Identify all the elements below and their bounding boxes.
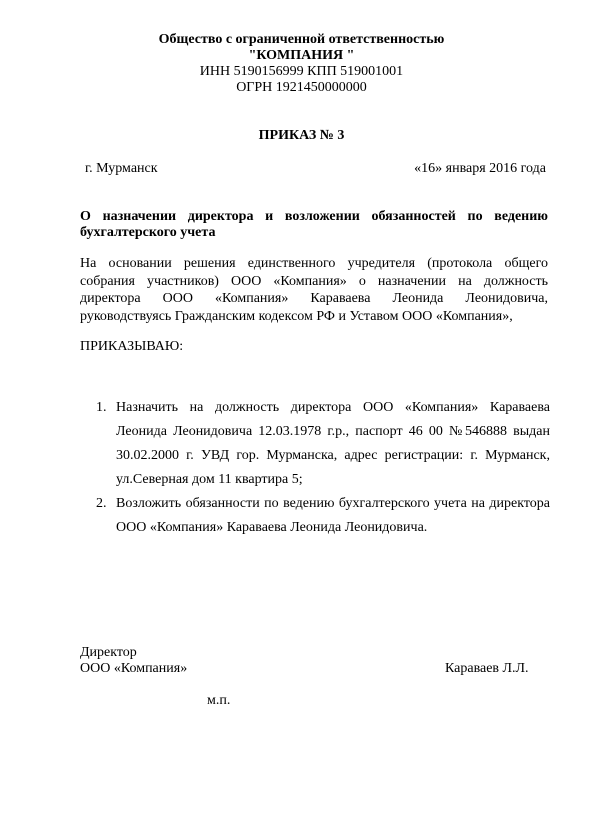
- org-name: Общество с ограниченной ответственностью: [158, 32, 445, 47]
- order-date: «16» января 2016 года: [414, 161, 546, 176]
- ogrn: ОГРН 1921450000000: [236, 80, 367, 95]
- order-command: ПРИКАЗЫВАЮ:: [80, 339, 184, 354]
- order-items: [96, 396, 550, 540]
- order-item-text: Назначить на должность директора ООО «Компания» Караваева Леонида Леонидовича 12.03.1978 г.р., паспорт 46 00 №546888 выдан 30.02.2000 г. УВД гор. Мурманска, адрес регистрации: г. Мурманск, ул.Северная дом 11 квартира 5;: [116, 400, 550, 487]
- signature-company: ООО «Компания»: [80, 661, 188, 676]
- inn-kpp: ИНН 5190156999 КПП 519001001: [199, 64, 404, 79]
- order-subject: О назначении директора и возложении обязанностей по ведению бухгалтерского учета: [80, 209, 548, 240]
- signature-position: Директор: [80, 645, 137, 660]
- order-item-number: 1.: [96, 400, 107, 415]
- stamp-place: м.п.: [207, 693, 231, 708]
- company-name: "КОМПАНИЯ ": [248, 48, 355, 63]
- order-city: г. Мурманск: [85, 161, 158, 176]
- order-item-text: Возложить обязанности по ведению бухгалтерского учета на директора ООО «Компания» Караваева Леонида Леонидовича.: [116, 496, 550, 535]
- order-title: ПРИКАЗ № 3: [258, 128, 345, 143]
- order-item: [96, 492, 550, 540]
- order-item: [96, 396, 550, 492]
- signature-name: Караваев Л.Л.: [445, 661, 529, 676]
- order-item-number: 2.: [96, 496, 107, 511]
- order-basis: На основании решения единственного учредителя (протокола общего собрания участников) ООО «Компания» о назначении на должность директора ООО «Компания» Караваева Леонида Леонидовича, руководствуясь Гражданским кодексом РФ и Уставом ООО «Компания»,: [80, 256, 548, 324]
